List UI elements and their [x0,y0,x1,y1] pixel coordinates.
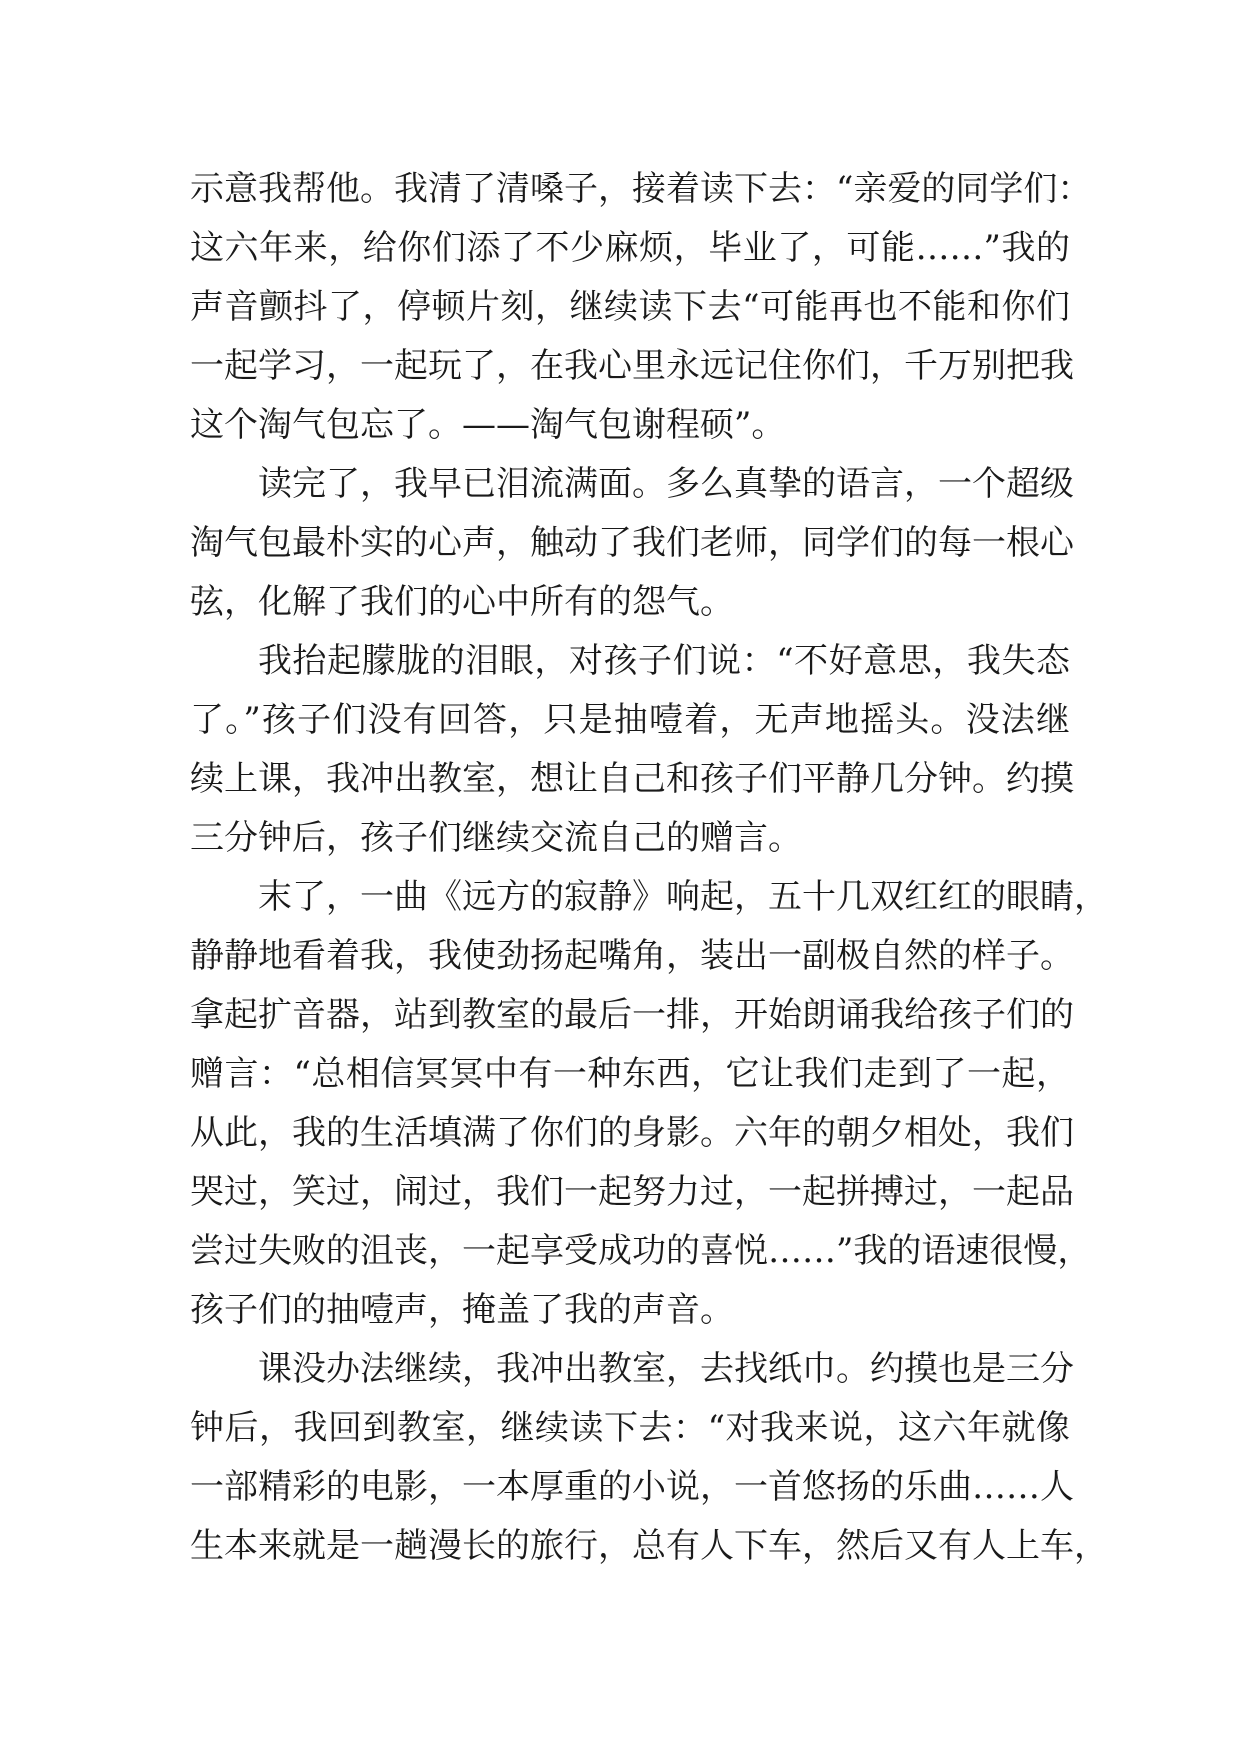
text-line: 尝过失败的沮丧，一起享受成功的喜悦……”我的语速很慢， [190,1231,1092,1271]
text-line: 拿起扩音器，站到教室的最后一排，开始朗诵我给孩子们的 [190,995,1074,1035]
text-line: 三分钟后，孩子们继续交流自己的赠言。 [190,818,802,858]
text-line: 生本来就是一趟漫长的旅行，总有人下车，然后又有人上车， [190,1526,1108,1566]
text-line: 静静地看着我，我使劲扬起嘴角，装出一副极自然的样子。 [190,936,1074,976]
text-line: 续上课，我冲出教室，想让自己和孩子们平静几分钟。约摸 [190,759,1074,799]
text-line: 淘气包最朴实的心声，触动了我们老师，同学们的每一根心 [190,523,1074,563]
text-line: 读完了，我早已泪流满面。多么真挚的语言，一个超级 [258,464,1074,504]
text-line: 课没办法继续，我冲出教室，去找纸巾。约摸也是三分 [258,1349,1074,1389]
text-line: 弦，化解了我们的心中所有的怨气。 [190,582,734,622]
text-line: 孩子们的抽噎声，掩盖了我的声音。 [190,1290,734,1330]
text-line: 示意我帮他。我清了清嗓子，接着读下去：“亲爱的同学们： [190,169,1092,209]
text-line: 哭过，笑过，闹过，我们一起努力过，一起拼搏过，一起品 [190,1172,1074,1212]
text-line: 末了，一曲《远方的寂静》响起，五十几双红红的眼睛， [258,877,1108,917]
text-line: 我抬起朦胧的泪眼，对孩子们说：“不好意思，我失态 [258,641,1070,681]
text-line: 一部精彩的电影，一本厚重的小说，一首悠扬的乐曲……人 [190,1467,1074,1507]
text-line: 一起学习，一起玩了，在我心里永远记住你们，千万别把我 [190,346,1074,386]
text-line: 这六年来，给你们添了不少麻烦，毕业了，可能……”我的 [190,228,1070,268]
text-line: 钟后，我回到教室，继续读下去：“对我来说，这六年就像 [190,1408,1070,1448]
text-line: 从此，我的生活填满了你们的身影。六年的朝夕相处，我们 [190,1113,1074,1153]
text-line: 了。”孩子们没有回答，只是抽噎着，无声地摇头。没法继 [190,700,1070,740]
text-line: 赠言：“总相信冥冥中有一种东西，它让我们走到了一起， [190,1054,1070,1094]
text-line: 声音颤抖了，停顿片刻，继续读下去“可能再也不能和你们 [190,287,1070,327]
text-line: 这个淘气包忘了。——淘气包谢程硕”。 [190,405,786,445]
document-body [190,160,1108,1576]
